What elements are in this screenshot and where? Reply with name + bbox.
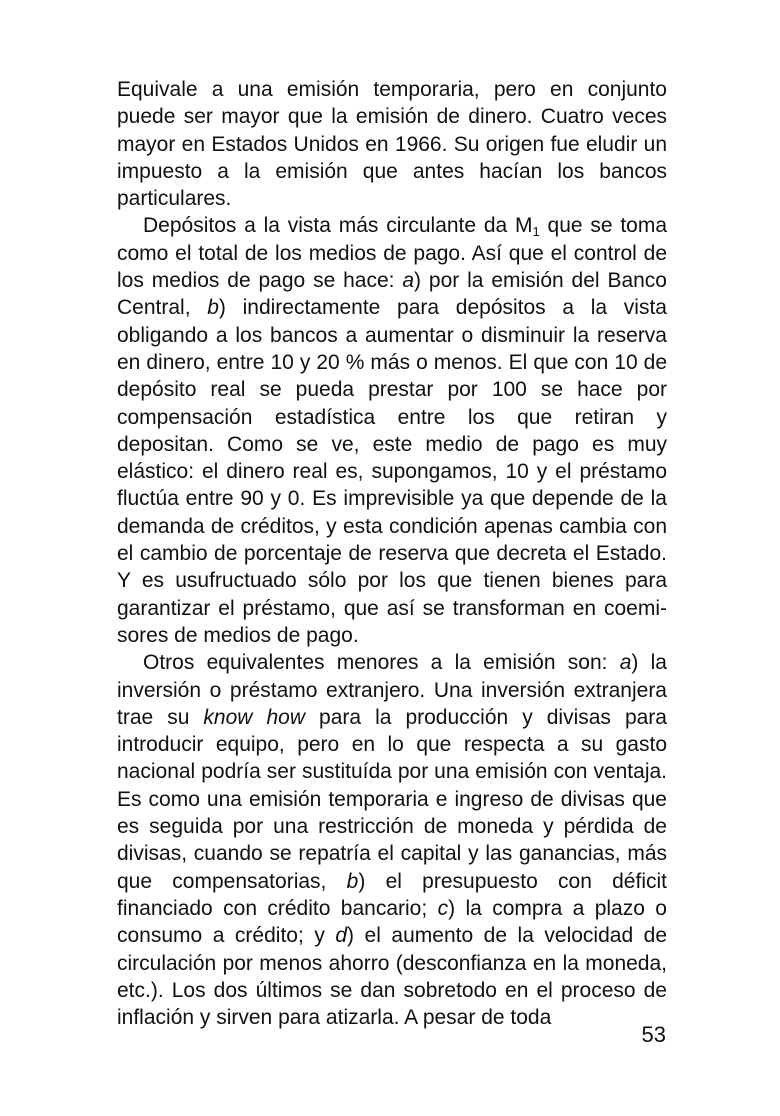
paragraph-3-text-d: ) el presupuesto con déficit financiado con crédito bancario; <box>117 869 667 920</box>
paragraph-3 <box>117 649 667 1031</box>
paragraph-1 <box>117 76 667 212</box>
paragraph-3-text-e: ) la compra a plazo o consumo a crédito; y <box>117 896 667 948</box>
paragraph-2-text-a: Depósitos a la vista más circulante da M <box>143 214 533 238</box>
paragraph-2 <box>117 212 667 649</box>
page-number: 53 <box>641 1022 666 1047</box>
paragraph-3-text-a: Otros equivalentes menores a la emisión son: <box>143 651 620 675</box>
paragraph-2-text-c: ) por la emisión del Banco Central, <box>117 269 667 320</box>
paragraph-3-italic-d: d <box>335 924 348 948</box>
paragraph-3-italic-a: a <box>619 651 632 675</box>
paragraph-1-text: Equivale a una emisión temporaria, pero en conjunto puede ser mayor que la emisión de dinero. Cuatro veces mayor en Estados Unidos en 1966. Su origen fue eludir un impuesto a la emisión que antes hacían los bancos particulares. <box>117 78 667 211</box>
paragraph-3-text-c: para la producción y divisas para introducir equipo, pero en lo que respecta a su gasto nacional podría ser sustituída por una emisión con ventaja. Es como una emisión temporaria e ingreso de divisas que es seguida por una restricción de moneda y pérdida de divisas, cuando se repatría el capital y las ganancias, más que compensatorias, <box>117 705 667 893</box>
paragraph-3-text-b: ) la inversión o préstamo extranjero. Una inversión extranjera trae su <box>117 651 667 729</box>
paragraph-3-italic-c: c <box>437 896 449 920</box>
paragraph-3-text-f: ) el aumento de la velocidad de circulación por menos ahorro (desconfianza en la moneda, etc.). Los dos últimos se dan sobretodo en el proceso de inflación y sirven para atizarla. A pesar de toda <box>117 924 668 1030</box>
paragraph-2-italic-a: a <box>402 269 415 293</box>
paragraph-2-text-d: ) indirectamente para depósitos a la vista obligando a los bancos a aumentar o disminuir la reserva en dinero, entre 10 y 20 % más o menos. El que con 10 de depósito real se pueda prestar por 100 se hace por compensación estadística entre los que retiran y depositan. Como se ve, este medio de pago es muy elástico: el dinero real es, supongamos, 10 y el préstamo fluctúa entre 90 y 0. Es imprevisible ya que depende de la demanda de créditos, y esta condición apenas cambia con el cambio de porcentaje de reserva que decreta el Estado. Y es usufructuado sólo por los que tienen bienes para garantizar el préstamo, que así se transforman en coemisores de medios de pago. <box>117 296 667 647</box>
paragraph-2-italic-b: b <box>207 296 219 320</box>
m1-subscript: 1 <box>532 224 540 240</box>
paragraph-3-italic-b: b <box>346 869 359 893</box>
page-body <box>117 76 667 1031</box>
paragraph-3-italic-know-how: know how <box>203 705 305 729</box>
paragraph-2-text-b: que se toma como el total de los medios de pago. Así que el control de los medios de pago se hace: <box>117 214 667 293</box>
